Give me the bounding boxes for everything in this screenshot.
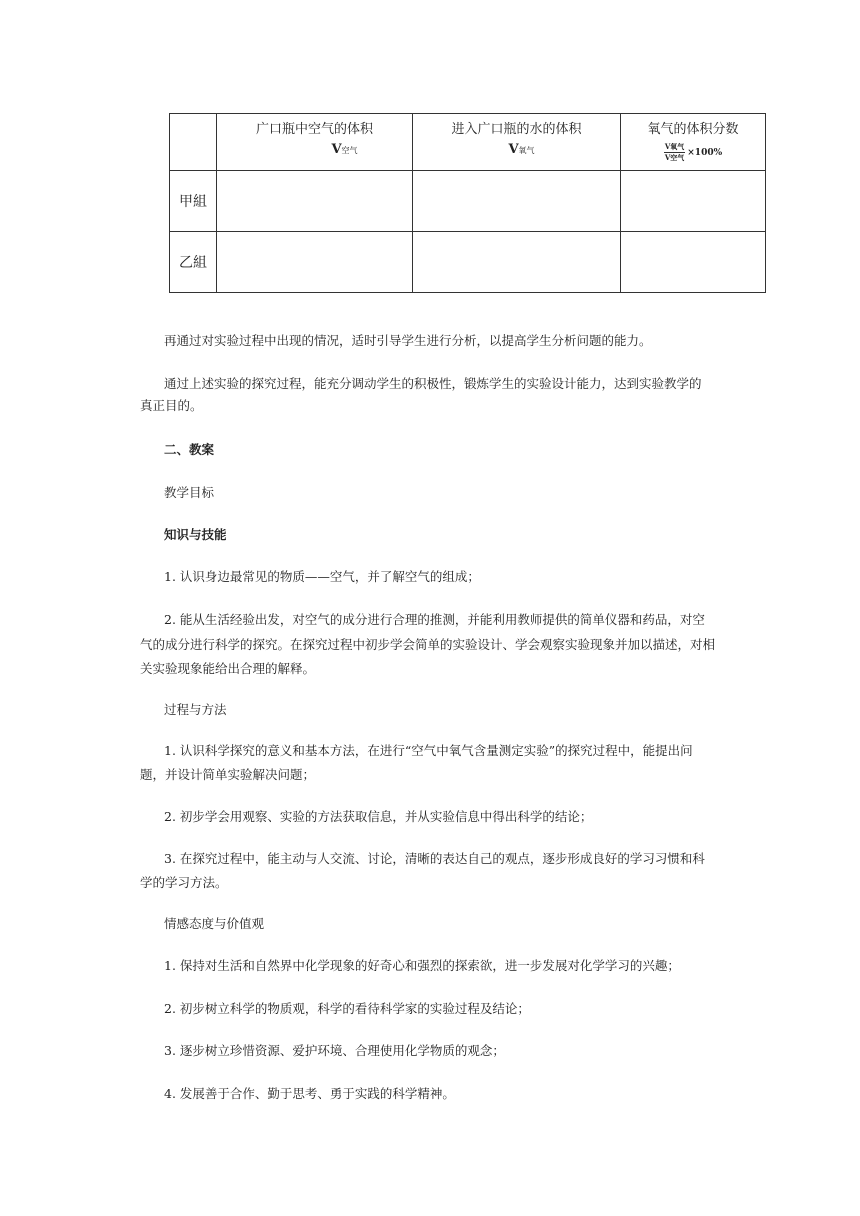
process-item-3-line2: 学的学习方法。 bbox=[140, 875, 228, 890]
attitude-item-4: 4. 发展善于合作、勤于思考、勇于实践的科学精神。 bbox=[164, 1086, 455, 1101]
header-air-volume-symbol: V空气 bbox=[331, 142, 358, 157]
header-oxygen-fraction bbox=[621, 114, 766, 171]
table-cell bbox=[621, 171, 766, 232]
formula-multiplier: ×100% bbox=[687, 147, 723, 158]
knowledge-item-2-line2: 气的成分进行科学的探究。在探究过程中初步学会简单的实验设计、学会观察实验现象并加以描述，对相 bbox=[140, 637, 716, 652]
table-cell bbox=[413, 171, 621, 232]
table-cell bbox=[217, 232, 413, 293]
knowledge-item-2-line3: 关实验现象能给出合理的解释。 bbox=[140, 661, 316, 676]
table-row bbox=[170, 232, 766, 293]
attitude-item-2: 2. 初步树立科学的物质观，科学的看待科学家的实验过程及结论； bbox=[164, 1001, 530, 1016]
data-recording-table bbox=[169, 113, 766, 293]
knowledge-item-2-line1: 2. 能从生活经验出发，对空气的成分进行合理的推测，并能利用教师提供的简单仪器和药品，对空 bbox=[164, 612, 705, 627]
heading-process-methods: 过程与方法 bbox=[164, 702, 227, 717]
table-row bbox=[170, 171, 766, 232]
process-item-3-line1: 3. 在探究过程中，能主动与人交流、讨论，清晰的表达自己的观点，逐步形成良好的学习习惯和科 bbox=[164, 851, 705, 866]
header-water-volume bbox=[413, 114, 621, 171]
formula-numerator: V氧气 bbox=[664, 142, 685, 151]
row-label-group-b: 乙組 bbox=[170, 232, 217, 293]
paragraph-purpose-line2: 真正目的。 bbox=[140, 398, 203, 413]
process-item-1-line2: 题，并设计简单实验解决问题； bbox=[140, 767, 316, 782]
attitude-item-3: 3. 逐步树立珍惜资源、爱护环境、合理使用化学物质的观念； bbox=[164, 1043, 505, 1058]
header-water-volume-title: 进入广口瓶的水的体积 bbox=[451, 122, 582, 137]
table-corner-cell bbox=[170, 114, 217, 171]
table-cell bbox=[217, 171, 413, 232]
table-cell bbox=[413, 232, 621, 293]
oxygen-fraction-formula bbox=[664, 142, 722, 163]
attitude-item-1: 1. 保持对生活和自然界中化学现象的好奇心和强烈的探索欲，进一步发展对化学学习的兴趣； bbox=[164, 958, 680, 973]
heading-knowledge-skills: 知识与技能 bbox=[164, 527, 227, 542]
row-label-group-a: 甲組 bbox=[170, 171, 217, 232]
paragraph-purpose-line1: 通过上述实验的探究过程，能充分调动学生的积极性，锻炼学生的实验设计能力，达到实验教学的 bbox=[164, 376, 702, 391]
formula-denominator: V空气 bbox=[664, 153, 685, 162]
table-header-row bbox=[170, 114, 766, 171]
section-heading-lesson-plan: 二、教案 bbox=[164, 442, 215, 457]
header-oxygen-fraction-title: 氧气的体积分数 bbox=[647, 122, 739, 137]
header-water-volume-symbol: V氧气 bbox=[508, 142, 535, 157]
header-air-volume-title: 广口瓶中空气的体积 bbox=[255, 122, 373, 137]
heading-attitudes-values: 情感态度与价值观 bbox=[164, 916, 265, 931]
paragraph-analysis: 再通过对实验过程中出现的情况，适时引导学生进行分析，以提高学生分析问题的能力。 bbox=[164, 333, 652, 348]
table-cell bbox=[621, 232, 766, 293]
process-item-1-line1: 1. 认识科学探究的意义和基本方法，在进行“空气中氧气含量测定实验”的探究过程中，能提出问 bbox=[164, 743, 693, 758]
header-air-volume bbox=[217, 114, 413, 171]
heading-teaching-goals: 教学目标 bbox=[164, 485, 215, 500]
knowledge-item-1: 1. 认识身边最常见的物质——空气，并了解空气的组成； bbox=[164, 569, 480, 584]
process-item-2: 2. 初步学会用观察、实验的方法获取信息，并从实验信息中得出科学的结论； bbox=[164, 809, 593, 824]
